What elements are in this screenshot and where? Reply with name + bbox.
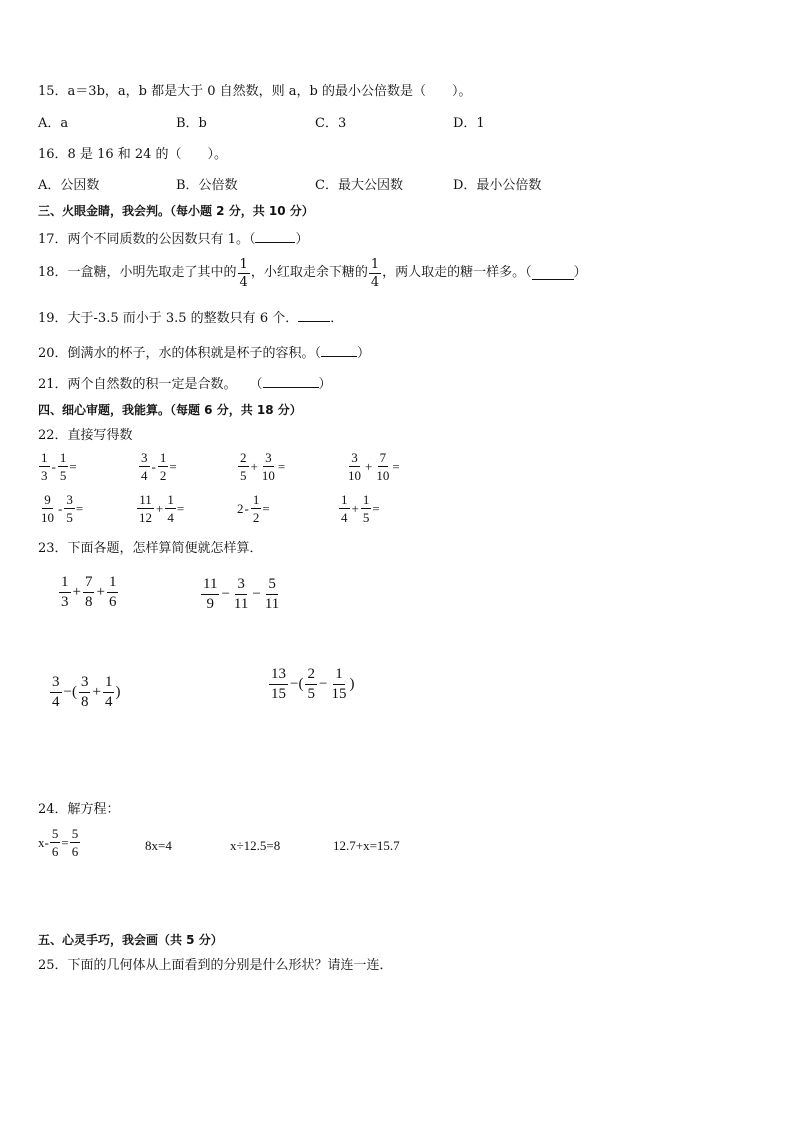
q24-equation-1: x- $\frac{5}{6}$ = $\frac{5}{6}$ [38, 826, 79, 859]
q18-answer-blank[interactable] [532, 267, 574, 280]
q21-close: ） [318, 377, 332, 392]
q20-text: 20．倒满水的杯子，水的体积就是杯子的容积。（ [38, 346, 322, 361]
question-24: 24．解方程： [38, 802, 120, 817]
q23-expression-1: $\frac{1}{3}$ + $\frac{7}{8}$ + $\frac{1}{6}$ [61, 574, 117, 610]
q15-option-c: C．3 [315, 116, 347, 131]
question-25: 25．下面的几何体从上面看到的分别是什么形状？请连一连． [38, 958, 393, 973]
q17-close: ） [295, 232, 309, 247]
q23-expression-2: $\frac{11}{9}$ − $\frac{3}{11}$ − $\frac{5}{11}$ [203, 576, 280, 612]
q22-item-5: $\frac{9}{10}$ - $\frac{3}{5}$ = [41, 492, 84, 525]
q18-text-2: ，小红取走余下糖的 [250, 265, 368, 280]
q24-equation-4: 12.7+x=15.7 [333, 838, 400, 853]
q19-text: 19．大于-3.5 而小于 3.5 的整数只有 6 个． [38, 311, 299, 326]
q15-option-d: D．1 [453, 116, 485, 131]
q24-equation-2: 8x=4 [145, 838, 172, 853]
q16-option-d: D．最小公倍数 [453, 178, 542, 193]
question-18 [38, 255, 587, 291]
q24-equation-3: x÷12.5=8 [230, 838, 281, 853]
section-3-title: 三、火眼金睛，我会判。（每小题 2 分，共 10 分） [38, 204, 314, 218]
q17-answer-blank[interactable] [255, 230, 295, 243]
question-21 [38, 375, 332, 393]
q16-option-a: A．公因数 [38, 178, 100, 193]
q16-option-b: B．公倍数 [176, 178, 238, 193]
question-15: 15．a＝3b，a，b 都是大于 0 自然数，则 a，b 的最小公倍数是（ ）。 [38, 84, 472, 99]
question-19 [38, 309, 343, 327]
q20-answer-blank[interactable] [321, 344, 357, 357]
q16-option-c: C．最大公因数 [315, 178, 403, 193]
q15-option-a: A．a [38, 116, 69, 131]
q22-item-1: $\frac{1}{3}$ - $\frac{1}{5}$ = [41, 450, 77, 483]
question-17 [38, 230, 308, 248]
question-23: 23．下面各题，怎样算简便就怎样算． [38, 541, 263, 556]
question-22: 22．直接写得数 [38, 428, 133, 443]
question-20 [38, 344, 370, 362]
q18-close: ） [573, 265, 587, 280]
q15-option-b: B．b [176, 116, 207, 131]
q18-fraction-1: $\frac{1}{4}$ [239, 256, 248, 290]
q21-answer-blank[interactable] [263, 375, 319, 388]
q18-fraction-2: $\frac{1}{4}$ [370, 256, 380, 290]
section-4-title: 四、细心审题，我能算。（每题 6 分，共 18 分） [38, 403, 302, 417]
q23-expression-3: $\frac{3}{4}$ −( $\frac{3}{8}$ + $\frac{1}{4}$ ) [52, 674, 121, 710]
q22-item-4: $\frac{3}{10}$ + $\frac{7}{10}$ = [348, 450, 400, 483]
q21-text: 21．两个自然数的积一定是合数。 （ [38, 377, 263, 392]
question-16: 16．8 是 16 和 24 的（ ）。 [38, 147, 228, 162]
q22-item-7: 2 - $\frac{1}{2}$ = [237, 492, 270, 525]
q22-item-3: $\frac{2}{5}$ + $\frac{3}{10}$ = [240, 450, 286, 483]
section-5-title: 五、心灵手巧，我会画（共 5 分） [38, 933, 223, 947]
q20-close: ） [357, 346, 371, 361]
q23-expression-4: $\frac{13}{15}$ −( $\frac{2}{5}$ − $\frac{1}{15}$ ) [271, 666, 355, 702]
q18-text-1: 18．一盒糖，小明先取走了其中的 [38, 265, 237, 280]
q22-item-6: $\frac{11}{12}$ + $\frac{1}{4}$ = [139, 492, 185, 525]
q19-answer-blank[interactable] [298, 309, 330, 322]
q19-end: ． [330, 311, 344, 326]
q22-item-2: $\frac{3}{4}$ - $\frac{1}{2}$ = [141, 450, 177, 483]
q17-text: 17．两个不同质数的公因数只有 1。（ [38, 232, 256, 247]
q22-item-8: $\frac{1}{4}$ + $\frac{1}{5}$ = [341, 492, 380, 525]
q18-text-3: ，两人取走的糖一样多。（ [382, 265, 532, 280]
